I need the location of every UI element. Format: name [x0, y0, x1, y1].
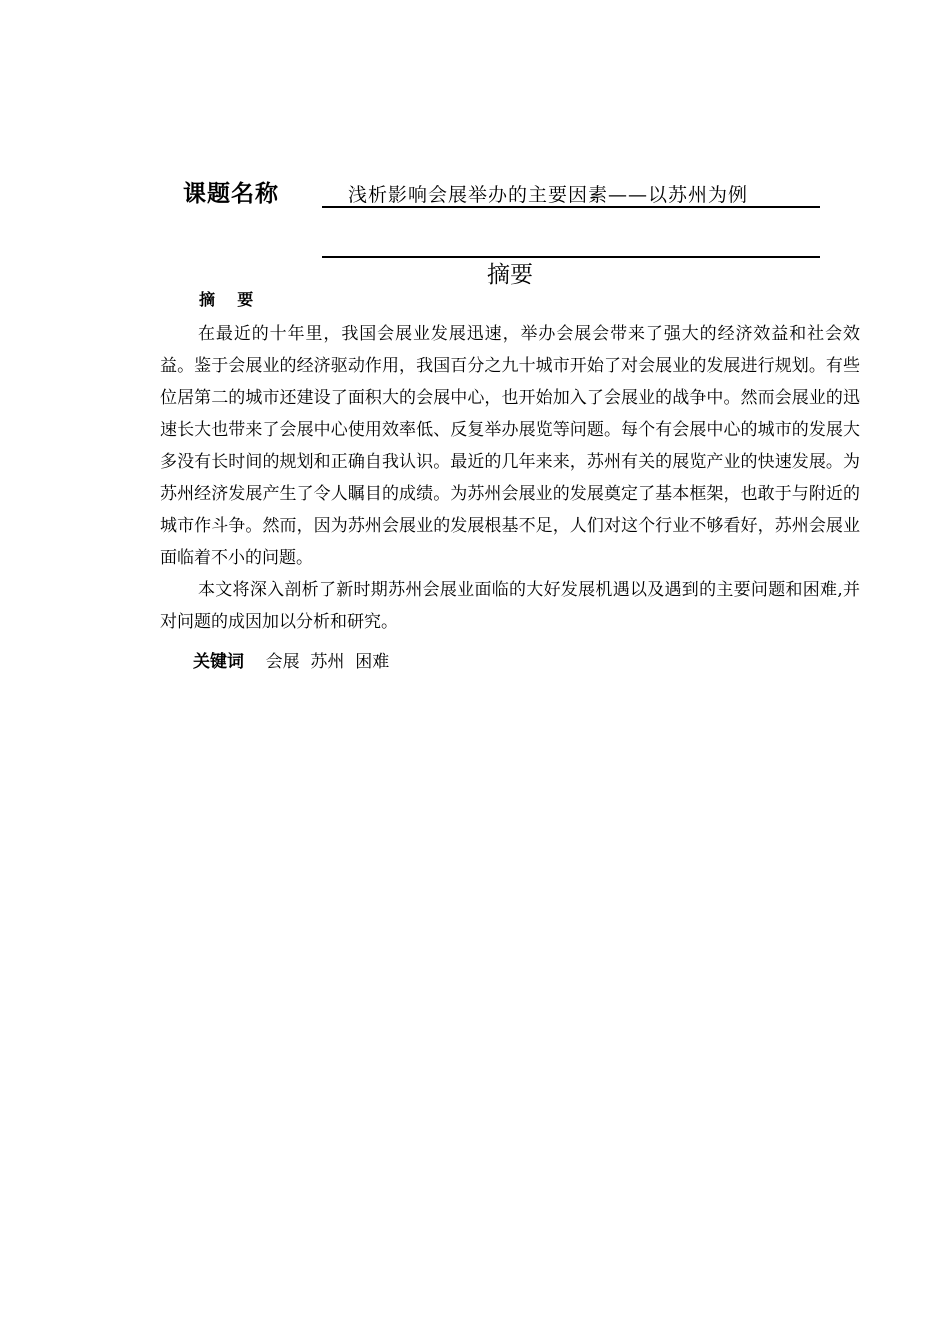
keywords-label: 关键词 [193, 652, 244, 672]
abstract-paragraph: 本文将深入剖析了新时期苏州会展业面临的大好发展机遇以及遇到的主要问题和困难,并对问题的成因加以分析和研究。 [160, 580, 860, 632]
keywords-line [193, 646, 389, 678]
topic-title: 浅析影响会展举办的主要因素——以苏州为例 [348, 184, 749, 206]
abstract-body [160, 318, 860, 638]
abstract-paragraph: 在最近的十年里，我国会展业发展迅速，举办会展会带来了强大的经济效益和社会效益。鉴于会展业的经济驱动作用，我国百分之九十城市开始了对会展业的发展进行规划。有些位居第二的城市还建设了面积大的会展中心，也开始加入了会展业的战争中。然而会展业的迅速长大也带来了会展中心使用效率低、反复举办展览等问题。每个有会展中心的城市的发展大多没有长时间的规划和正确自我认识。最近的几年来来，苏州有关的展览产业的快速发展。为苏州经济发展产生了令人瞩目的成绩。为苏州会展业的发展奠定了基本框架，也敢于与附近的城市作斗争。然而，因为苏州会展业的发展根基不足，人们对这个行业不够看好，苏州会展业面临着不小的问题。 [160, 324, 860, 568]
abstract-heading: 摘要 [487, 262, 533, 288]
title-underline [322, 206, 820, 208]
keywords-values: 会展 苏州 困难 [265, 652, 390, 672]
abstract-label: 摘 要 [199, 290, 254, 309]
topic-label: 课题名称 [183, 181, 279, 207]
